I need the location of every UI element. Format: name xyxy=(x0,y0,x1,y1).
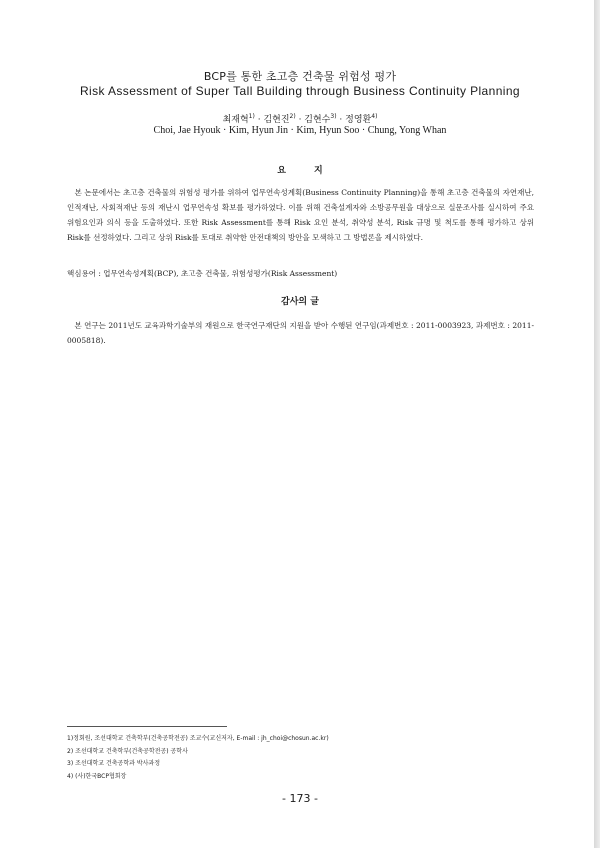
footnote: 1)정회원, 조선대학교 건축학부(건축공학전공) 조교수(교신저자, E-mail : jh_choi@chosun.ac.kr) xyxy=(67,735,329,742)
abstract-body: 본 논문에서는 초고층 건축물의 위험성 평가를 위하여 업무연속성계획(Business Continuity Planning)을 통해 초고층 건축물의 자연재난, 인적재난, 사회적재난 등의 재난시 업무연속성 확보를 평가하였다. 이를 위해 건축설계자와 소방공무원을 대상으로 실문조사를 실시하여 주요 위험요인과 의식 등을 도출하였다. 또한 Risk Assessment를 통해 Risk 요인 분석, 취약성 분석, Risk 규명 및 척도를 통해 평가하고 상위 Risk를 선정하였다. 그리고 상위 Risk를 토대로 취약한 안전대책의 방안을 모색하고 그 방법론을 제시하였다. xyxy=(67,188,535,242)
author-separator: · xyxy=(336,115,346,125)
author-name: 최재혁 xyxy=(222,115,249,125)
acknowledgement-text xyxy=(67,318,534,348)
author-separator: · xyxy=(295,115,305,125)
page-number: - 173 - xyxy=(282,792,318,805)
authors-english: Choi, Jae Hyouk · Kim, Hyun Jin · Kim, Hyun Soo · Chung, Yong Whan xyxy=(153,125,447,136)
keywords: 핵심용어 : 업무연속성계획(BCP), 초고층 건축물, 위험성평가(Risk Assessment) xyxy=(67,269,338,278)
acknowledgement-body: 본 연구는 2011년도 교육과학기술부의 재원으로 한국연구재단의 지원을 받아 수행된 연구임(과제번호 : 2011-0003923, 과제번호 : 2011-0005818). xyxy=(67,321,534,345)
authors-korean xyxy=(0,112,600,125)
author-mark: 3) xyxy=(330,113,337,120)
footnote: 2) 조선대학교 건축학부(건축공학전공) 공학사 xyxy=(67,747,188,755)
author-mark: 4) xyxy=(371,113,378,120)
footnote-divider xyxy=(67,726,227,727)
abstract-text xyxy=(67,185,534,245)
author-mark: 2) xyxy=(289,113,296,120)
author-name: 김현진 xyxy=(263,115,290,125)
author-mark: 1) xyxy=(248,113,255,120)
abstract-heading: 요지 xyxy=(277,166,351,176)
title-english: Risk Assessment of Super Tall Building through Business Continuity Planning xyxy=(79,84,520,98)
author-name: 김현수 xyxy=(304,115,331,125)
footnotes xyxy=(67,733,534,783)
author-name: 정영환 xyxy=(345,115,372,125)
title-korean: BCP를 통한 초고층 건축물 위험성 평가 xyxy=(203,70,397,83)
acknowledgement-heading: 감사의 글 xyxy=(281,297,319,307)
footnote: 3) 조선대학교 건축공학과 박사과정 xyxy=(67,760,161,767)
footnote: 4) (사)한국BCP협회장 xyxy=(67,772,127,780)
author-separator: · xyxy=(254,115,264,125)
